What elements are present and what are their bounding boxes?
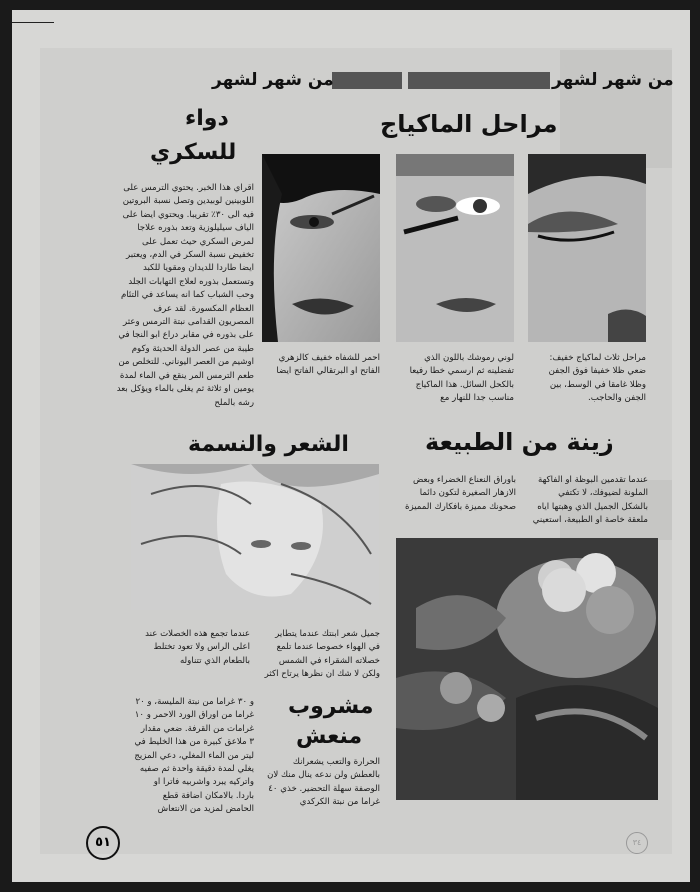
drink-title-line1: مشروب <box>288 694 374 719</box>
hair-title: الشعر والنسمة <box>188 432 349 457</box>
nature-col-left: باوراق النعناع الخضراء وبعض الازهار الصغيرة لتكون دائما صحونك مميزة بافكارك المميزة <box>404 475 516 512</box>
makeup-title: مراحل الماكياج <box>380 110 558 138</box>
makeup-caption-left: احمر للشفاه خفيف كالزهري الفاتح او البرتقالي الفاتح ايضا <box>276 353 380 377</box>
header-left: من شهر لشهر <box>212 70 334 90</box>
header-bar-right <box>408 72 550 89</box>
header-bar-left <box>332 72 402 89</box>
drink-title-line2: منعش <box>296 724 363 749</box>
diabetes-title-line2: للسكري <box>150 140 237 165</box>
makeup-photo-mascara <box>396 154 514 342</box>
nature-title: زينة من الطبيعة <box>425 428 614 456</box>
ghost-page-number: ٣٤ <box>626 832 648 854</box>
diabetes-title-line1: دواء <box>185 106 229 131</box>
header-right: من شهر لشهر <box>552 70 674 90</box>
makeup-caption-middle: لوني رموشك باللون الذي تفضلينه ثم ارسمي خطا رفيعا بالكحل السائل. هذا الماكياج مناسب جدا للنهار مع <box>409 353 514 404</box>
makeup-photo-eyeshadow <box>528 154 646 342</box>
drink-col-right: الحرارة والتعب يشعرانك بالعطش ولن ندعه ينال منك لان الوصفة سهلة التحضير. خذي ٤٠ غراما من نبتة الكركدي <box>267 757 380 808</box>
page-number: ٥١ <box>86 826 120 860</box>
drink-col-left: و ٣٠ غراما من نبتة المليسة، و ٢٠ غراما من اوراق الورد الاحمر و ١٠ غرامات من القرفة. ضعي مقدار ٣ ملاعق كبيرة من هذا الخليط في ليتر من الماء المغلي، دعي المزيج يغلي لمدة دقيقة واحدة ثم صفيه واتركيه يبرد واشربيه فاترا او باردا. بالامكان اضافة قطع الحامض لمزيد من الانتعاش <box>134 697 254 815</box>
makeup-caption-right: مراحل ثلاث لماكياج خفيف: ضعي ظلا خفيفا فوق الجفن وظلا غامقا في الوسط، بين الجفن والحاجب. <box>548 353 646 404</box>
crop-mark <box>12 22 54 23</box>
nature-col-right: عندما تقدمين البوظة او الفاكهة الملونة لضيوفك، لا تكتفي بالشكل الجميل الذي وهبتها اياه ملعقة خاصة او الطبيعة، استعيني <box>532 475 648 526</box>
makeup-photo-lips <box>262 154 380 342</box>
diabetes-body: اقراي هذا الخبر. يحتوي الترمس على اللوبينين لوبيدين وتصل نسبة البروتين فيه الى ٣٠٪ تقريبا. ويحتوي ايضا على الياف سيليلوزية وتعد بذوره علاجا لمرض السكري حيث تعمل على تخفيض نسبة السكر في الدم، ويعتبر ايضا طاردا للديدان ومقويا للكبد وتستعمل بذوره لعلاج التهابات الجلد وحب الشباب كما انه يساعد في التئام العظام المكسورة. لقد عرف المصريون القدامى نبتة الترمس وعثر على بذوره في مقابر دراع ابو النجا في طيبة من عصر الدولة الحديثة وكوم اوشيم من العصر اليوناني. للتخلص من طعم الترمس المر ينقع في الماء لمدة يومين او ثلاثة ثم يغلى بالماء ويؤكل بعد رشه بالملح <box>116 183 254 408</box>
bleed-through <box>560 50 672 168</box>
fruit-dessert-photo <box>396 538 658 800</box>
hair-col-left: عندما تجمع هذه الخصلات عند اعلى الراس ولا تعود تختلط بالطعام الذي تتناوله <box>145 629 250 666</box>
hair-photo <box>131 464 379 610</box>
hair-col-right: جميل شعر ابنتك عندما يتطاير في الهواء خصوصا عندما تلمع خصلاته الشقراء في الشمس ولكن لا شك ان نظرها يرتاح اكثر <box>264 629 380 680</box>
